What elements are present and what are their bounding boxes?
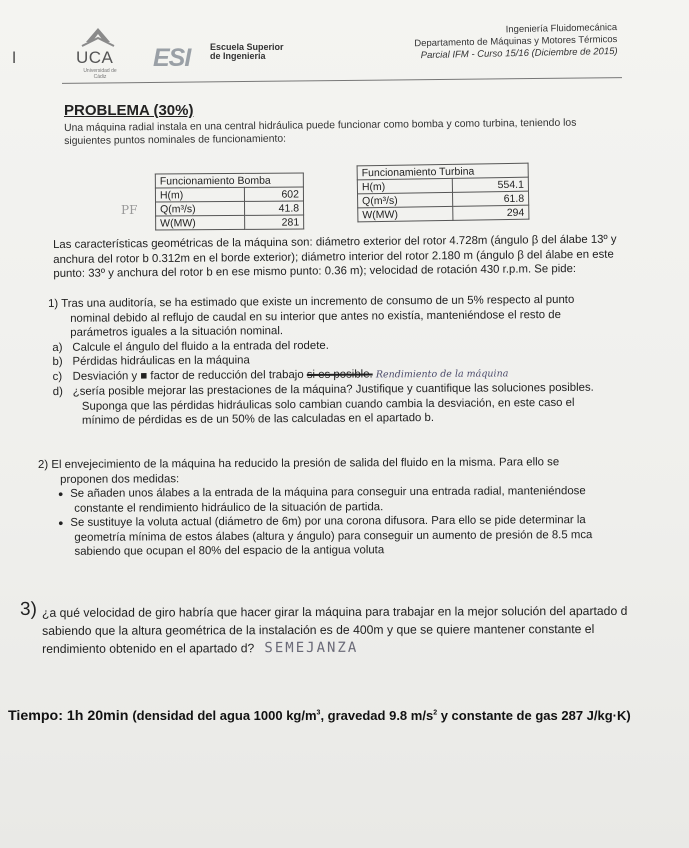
- q2-line-2: proponen dos medidas:: [60, 472, 180, 486]
- exam-footer: [8, 708, 688, 724]
- q1-d-line-1: ¿sería posible mejorar las prestaciones de la máquina? Justifique y cuantifique las soluciones posibles.: [72, 381, 594, 398]
- table-row: [156, 201, 304, 216]
- pump-row-value: 602: [245, 187, 304, 201]
- turbine-row-label: Q(m³/s): [358, 192, 454, 207]
- q1-line-2: nominal debido al reflujo de caudal en su interior que antes no existía, manteniéndose el resto de: [70, 308, 561, 325]
- q2-bullet-1-line-2: constante el rendimiento hidráulico de la situación de partida.: [74, 500, 384, 515]
- turbine-row-label: H(m): [357, 178, 453, 193]
- esi-name-line1: Escuela Superior: [210, 42, 284, 52]
- q1-number: 1): [48, 297, 59, 310]
- q3-line-2: sabiendo que la altura geométrica de la instalación es de 400m y que se quiere mantener constante el: [42, 621, 595, 638]
- q3-line-1: ¿a qué velocidad de giro habría que hacer girar la máquina para trabajar en la mejor solución del apartado d: [42, 603, 628, 620]
- q1-c-handwritten-note: Rendimiento de la máquina: [375, 367, 509, 380]
- esi-name-line2: de Ingeniería: [210, 51, 266, 61]
- q1-c-label: c): [52, 370, 63, 383]
- constants-sup-1: 3: [316, 709, 321, 717]
- q1-d-line-3: mínimo de pérdidas es de un 50% de las calculadas en el apartado b.: [81, 411, 435, 427]
- margin-mark: ǀ: [12, 50, 17, 67]
- pump-row-value: 281: [245, 215, 304, 229]
- q3-line-3: rendimiento obtenido en el apartado d?: [42, 641, 255, 656]
- header-subject: Ingeniería Fluidomecánica: [505, 22, 618, 36]
- turbine-row-value: 294: [453, 205, 529, 220]
- header-department: Departamento de Máquinas y Motores Térmicos: [414, 33, 618, 50]
- uca-emblem-icon: [78, 26, 118, 48]
- turbine-row-label: W(MW): [358, 206, 454, 221]
- question-2: [38, 455, 654, 560]
- q1-c-struck-text: si es posible.: [306, 367, 373, 381]
- q2-bullet-2-line-3: sabiendo que ocupan el 80% del espacio de la antigua voluta: [74, 544, 385, 558]
- constants-sup-2: 2: [433, 709, 438, 717]
- q1-c-text: Desviación y ■ factor de reducción del trabajo: [72, 368, 304, 383]
- geometry-paragraph: Las características geométricas de la máquina son: diámetro exterior del rotor 4.728m (ángulo β del álabe 13º y anchura del rotor b 0.312m en el borde exterior); diámetro interior del rotor 2.180 m (ángulo β del álabe en este punto: 33º y anchura del rotor b en ese mismo punto: 0.36 m); velocidad de rotación 430 r.p.m. Se pide:: [53, 233, 617, 280]
- q2-line-1: El envejecimiento de la máquina ha reducido la presión de salida del fluido en la misma. Para ello se: [51, 456, 560, 471]
- esi-logo-text: ESI: [153, 44, 191, 72]
- bullet-icon: •: [58, 514, 64, 531]
- q1-a-text: Calcule el ángulo del fluido a la entrada del rodete.: [72, 339, 329, 354]
- q2-bullet-2-line-1: Se sustituye la voluta actual (diámetro de 6m) por una corona difusora. Para ello se pide determinar la: [70, 514, 586, 529]
- pump-operation-table: [155, 172, 304, 230]
- pump-row-label: Q(m³/s): [156, 201, 245, 216]
- table-row: [358, 205, 529, 222]
- q2-number: 2): [38, 458, 49, 471]
- bullet-icon: •: [58, 485, 64, 502]
- turbine-row-value: 554.1: [453, 177, 529, 192]
- q1-a-label: a): [52, 341, 63, 354]
- q1-d-label: d): [52, 385, 63, 398]
- q3-handwritten-note: SEMEJANZA: [264, 639, 359, 657]
- q1-d-line-2: Suponga que las pérdidas hidráulicas solo cambian cuando cambia la desviación, en este caso el: [81, 396, 575, 413]
- problem-intro: Una máquina radial instala en una central hidráulica puede funcionar como bomba y como turbina, teniendo los siguientes puntos nominales de funcionamiento:: [64, 117, 577, 147]
- table-row: [156, 215, 304, 230]
- turbine-table-title: Funcionamiento Turbina: [357, 163, 528, 180]
- constants-post: y constante de gas 287 J/kg·K): [437, 708, 631, 723]
- uca-logo-text: UCA: [76, 48, 114, 67]
- esi-school-name: [210, 43, 284, 61]
- turbine-operation-table: [357, 163, 530, 223]
- pump-row-label: W(MW): [156, 215, 245, 230]
- question-3: [19, 598, 680, 658]
- header-course-info: [357, 22, 618, 63]
- q3-number: 3): [19, 598, 37, 620]
- pump-row-label: H(m): [155, 187, 244, 202]
- header-divider: [62, 77, 622, 84]
- constants-mid: , gravedad 9.8 m/s: [320, 708, 434, 723]
- constants-note: [132, 708, 630, 723]
- q1-b-text: Pérdidas hidráulicas en la máquina: [72, 354, 250, 368]
- q1-line-1: Tras una auditoría, se ha estimado que existe un incremento de consumo de un 5% respecto al punto: [61, 293, 575, 310]
- question-1: [48, 292, 649, 428]
- q2-bullet-1-line-1: Se añaden unos álabes a la entrada de la máquina para conseguir una entrada radial, manteniéndose: [70, 485, 586, 500]
- esi-logo: [153, 44, 203, 74]
- pump-row-value: 41.8: [245, 201, 304, 215]
- turbine-row-value: 61.8: [453, 191, 529, 206]
- constants-pre: (densidad del agua 1000 kg/m: [132, 708, 317, 723]
- uca-logo-subtitle: Universidad de Cádiz: [83, 68, 117, 80]
- header-exam: Parcial IFM - Curso 15/16 (Diciembre de 2015): [420, 45, 618, 62]
- table-row: [155, 187, 303, 202]
- q1-line-3: parámetros iguales a la situación nominal.: [70, 325, 284, 339]
- uca-logo: [68, 26, 138, 88]
- handwritten-pf-note: PF: [121, 203, 138, 217]
- q3-line-3-wrap: [20, 638, 680, 658]
- time-limit: Tiempo: 1h 20min: [8, 708, 129, 724]
- problem-title: PROBLEMA (30%): [64, 102, 194, 119]
- pump-table-title: Funcionamiento Bomba: [155, 173, 303, 188]
- q1-b-label: b): [52, 355, 63, 368]
- q2-bullet-2-line-2: geometría mínima de estos álabes (altura y ángulo) para conseguir un aumento de presión de 8.5 mca: [74, 528, 593, 544]
